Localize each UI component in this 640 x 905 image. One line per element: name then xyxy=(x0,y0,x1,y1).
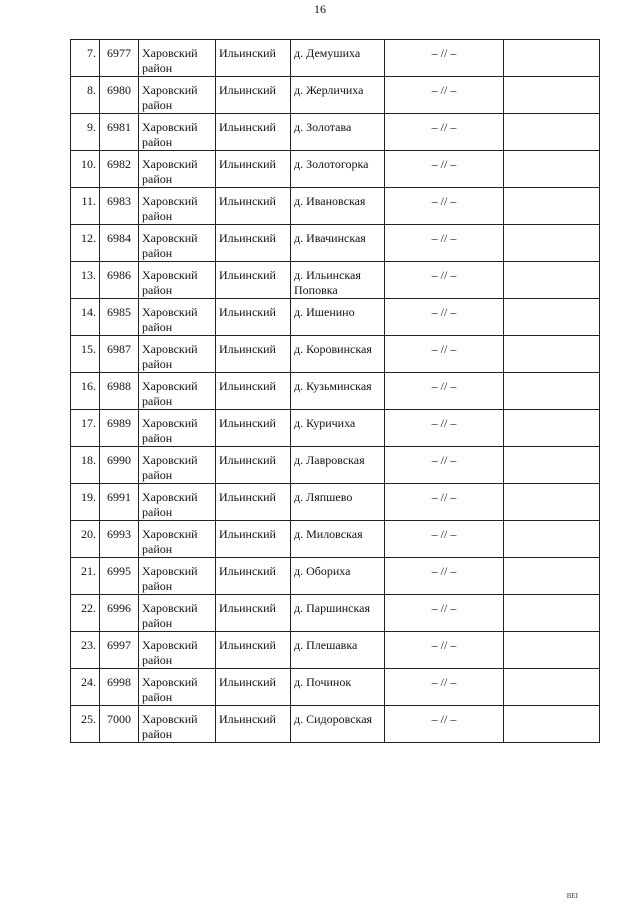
mark-cell: – // – xyxy=(385,447,504,484)
settlement-cell: Ильинский xyxy=(216,706,291,743)
extra-cell xyxy=(504,225,600,262)
settlement-cell: Ильинский xyxy=(216,225,291,262)
mark-cell: – // – xyxy=(385,484,504,521)
place-cell: д. Ишенино xyxy=(291,299,385,336)
table-row xyxy=(71,299,600,336)
row-number-cell: 9. xyxy=(71,114,100,151)
settlement-cell: Ильинский xyxy=(216,521,291,558)
district-cell: Харовский район xyxy=(139,669,216,706)
row-number-cell: 25. xyxy=(71,706,100,743)
place-cell: д. Жерличиха xyxy=(291,77,385,114)
place-cell: д. Ляпшево xyxy=(291,484,385,521)
settlement-cell: Ильинский xyxy=(216,595,291,632)
table-row xyxy=(71,706,600,743)
extra-cell xyxy=(504,188,600,225)
extra-cell xyxy=(504,336,600,373)
row-number-cell: 19. xyxy=(71,484,100,521)
district-cell: Харовский район xyxy=(139,484,216,521)
settlement-cell: Ильинский xyxy=(216,373,291,410)
district-cell: Харовский район xyxy=(139,188,216,225)
extra-cell xyxy=(504,262,600,299)
settlement-cell: Ильинский xyxy=(216,558,291,595)
extra-cell xyxy=(504,632,600,669)
mark-cell: – // – xyxy=(385,151,504,188)
table-row xyxy=(71,188,600,225)
table-row xyxy=(71,225,600,262)
place-cell: д. Ивановская xyxy=(291,188,385,225)
row-number-cell: 16. xyxy=(71,373,100,410)
row-number-cell: 11. xyxy=(71,188,100,225)
row-number-cell: 20. xyxy=(71,521,100,558)
district-cell: Харовский район xyxy=(139,151,216,188)
district-cell: Харовский район xyxy=(139,225,216,262)
place-cell: д. Паршинская xyxy=(291,595,385,632)
extra-cell xyxy=(504,40,600,77)
district-cell: Харовский район xyxy=(139,40,216,77)
row-number-cell: 24. xyxy=(71,669,100,706)
code-cell: 6977 xyxy=(100,40,139,77)
district-cell: Харовский район xyxy=(139,262,216,299)
code-cell: 6984 xyxy=(100,225,139,262)
mark-cell: – // – xyxy=(385,114,504,151)
place-cell: д. Лавровская xyxy=(291,447,385,484)
corner-mark: ВЕI xyxy=(566,892,578,900)
code-cell: 6998 xyxy=(100,669,139,706)
extra-cell xyxy=(504,114,600,151)
mark-cell: – // – xyxy=(385,77,504,114)
mark-cell: – // – xyxy=(385,595,504,632)
settlement-cell: Ильинский xyxy=(216,262,291,299)
code-cell: 7000 xyxy=(100,706,139,743)
district-cell: Харовский район xyxy=(139,336,216,373)
place-cell: д. Сидоровская xyxy=(291,706,385,743)
extra-cell xyxy=(504,299,600,336)
mark-cell: – // – xyxy=(385,521,504,558)
place-cell: д. Миловская xyxy=(291,521,385,558)
extra-cell xyxy=(504,706,600,743)
row-number-cell: 21. xyxy=(71,558,100,595)
row-number-cell: 15. xyxy=(71,336,100,373)
row-number-cell: 7. xyxy=(71,40,100,77)
table-row xyxy=(71,521,600,558)
code-cell: 6980 xyxy=(100,77,139,114)
table-row xyxy=(71,484,600,521)
mark-cell: – // – xyxy=(385,262,504,299)
extra-cell xyxy=(504,521,600,558)
settlement-cell: Ильинский xyxy=(216,484,291,521)
settlement-cell: Ильинский xyxy=(216,336,291,373)
place-cell: д. Обориха xyxy=(291,558,385,595)
row-number-cell: 14. xyxy=(71,299,100,336)
settlement-cell: Ильинский xyxy=(216,188,291,225)
row-number-cell: 12. xyxy=(71,225,100,262)
mark-cell: – // – xyxy=(385,299,504,336)
table-row xyxy=(71,40,600,77)
place-cell: д. Демушиха xyxy=(291,40,385,77)
registry-rows xyxy=(71,40,600,743)
code-cell: 6996 xyxy=(100,595,139,632)
mark-cell: – // – xyxy=(385,40,504,77)
extra-cell xyxy=(504,410,600,447)
district-cell: Харовский район xyxy=(139,706,216,743)
mark-cell: – // – xyxy=(385,410,504,447)
district-cell: Харовский район xyxy=(139,299,216,336)
code-cell: 6997 xyxy=(100,632,139,669)
place-cell: д. Кузьминская xyxy=(291,373,385,410)
extra-cell xyxy=(504,669,600,706)
row-number-cell: 18. xyxy=(71,447,100,484)
district-cell: Харовский район xyxy=(139,410,216,447)
extra-cell xyxy=(504,77,600,114)
place-cell: д. Плешавка xyxy=(291,632,385,669)
settlement-cell: Ильинский xyxy=(216,632,291,669)
row-number-cell: 10. xyxy=(71,151,100,188)
settlement-cell: Ильинский xyxy=(216,40,291,77)
table-row xyxy=(71,595,600,632)
table-row xyxy=(71,114,600,151)
mark-cell: – // – xyxy=(385,669,504,706)
code-cell: 6991 xyxy=(100,484,139,521)
code-cell: 6983 xyxy=(100,188,139,225)
table-row xyxy=(71,410,600,447)
place-cell: д. Коровинская xyxy=(291,336,385,373)
table-row xyxy=(71,336,600,373)
row-number-cell: 13. xyxy=(71,262,100,299)
extra-cell xyxy=(504,373,600,410)
row-number-cell: 8. xyxy=(71,77,100,114)
row-number-cell: 22. xyxy=(71,595,100,632)
extra-cell xyxy=(504,595,600,632)
place-cell: д. Золотогорка xyxy=(291,151,385,188)
table-row xyxy=(71,151,600,188)
code-cell: 6989 xyxy=(100,410,139,447)
settlement-cell: Ильинский xyxy=(216,299,291,336)
table-row xyxy=(71,669,600,706)
table-row xyxy=(71,558,600,595)
extra-cell xyxy=(504,558,600,595)
code-cell: 6986 xyxy=(100,262,139,299)
extra-cell xyxy=(504,151,600,188)
code-cell: 6981 xyxy=(100,114,139,151)
registry-table xyxy=(70,39,600,743)
mark-cell: – // – xyxy=(385,632,504,669)
row-number-cell: 17. xyxy=(71,410,100,447)
mark-cell: – // – xyxy=(385,558,504,595)
place-cell: д. Починок xyxy=(291,669,385,706)
code-cell: 6987 xyxy=(100,336,139,373)
table-row xyxy=(71,77,600,114)
place-cell: д. Куричиха xyxy=(291,410,385,447)
table-row xyxy=(71,632,600,669)
code-cell: 6988 xyxy=(100,373,139,410)
district-cell: Харовский район xyxy=(139,447,216,484)
code-cell: 6995 xyxy=(100,558,139,595)
extra-cell xyxy=(504,484,600,521)
district-cell: Харовский район xyxy=(139,595,216,632)
settlement-cell: Ильинский xyxy=(216,669,291,706)
mark-cell: – // – xyxy=(385,188,504,225)
settlement-cell: Ильинский xyxy=(216,410,291,447)
district-cell: Харовский район xyxy=(139,632,216,669)
settlement-cell: Ильинский xyxy=(216,114,291,151)
mark-cell: – // – xyxy=(385,373,504,410)
settlement-cell: Ильинский xyxy=(216,447,291,484)
code-cell: 6993 xyxy=(100,521,139,558)
extra-cell xyxy=(504,447,600,484)
settlement-cell: Ильинский xyxy=(216,151,291,188)
page-number: 16 xyxy=(314,2,326,16)
district-cell: Харовский район xyxy=(139,558,216,595)
settlement-cell: Ильинский xyxy=(216,77,291,114)
code-cell: 6990 xyxy=(100,447,139,484)
row-number-cell: 23. xyxy=(71,632,100,669)
district-cell: Харовский район xyxy=(139,521,216,558)
table-row xyxy=(71,373,600,410)
place-cell: д. Ивачинская xyxy=(291,225,385,262)
mark-cell: – // – xyxy=(385,336,504,373)
place-cell: д. Золотава xyxy=(291,114,385,151)
table-row xyxy=(71,262,600,299)
code-cell: 6982 xyxy=(100,151,139,188)
mark-cell: – // – xyxy=(385,225,504,262)
district-cell: Харовский район xyxy=(139,77,216,114)
district-cell: Харовский район xyxy=(139,114,216,151)
district-cell: Харовский район xyxy=(139,373,216,410)
table-row xyxy=(71,447,600,484)
code-cell: 6985 xyxy=(100,299,139,336)
place-cell: д. Ильинская Поповка xyxy=(291,262,385,299)
mark-cell: – // – xyxy=(385,706,504,743)
